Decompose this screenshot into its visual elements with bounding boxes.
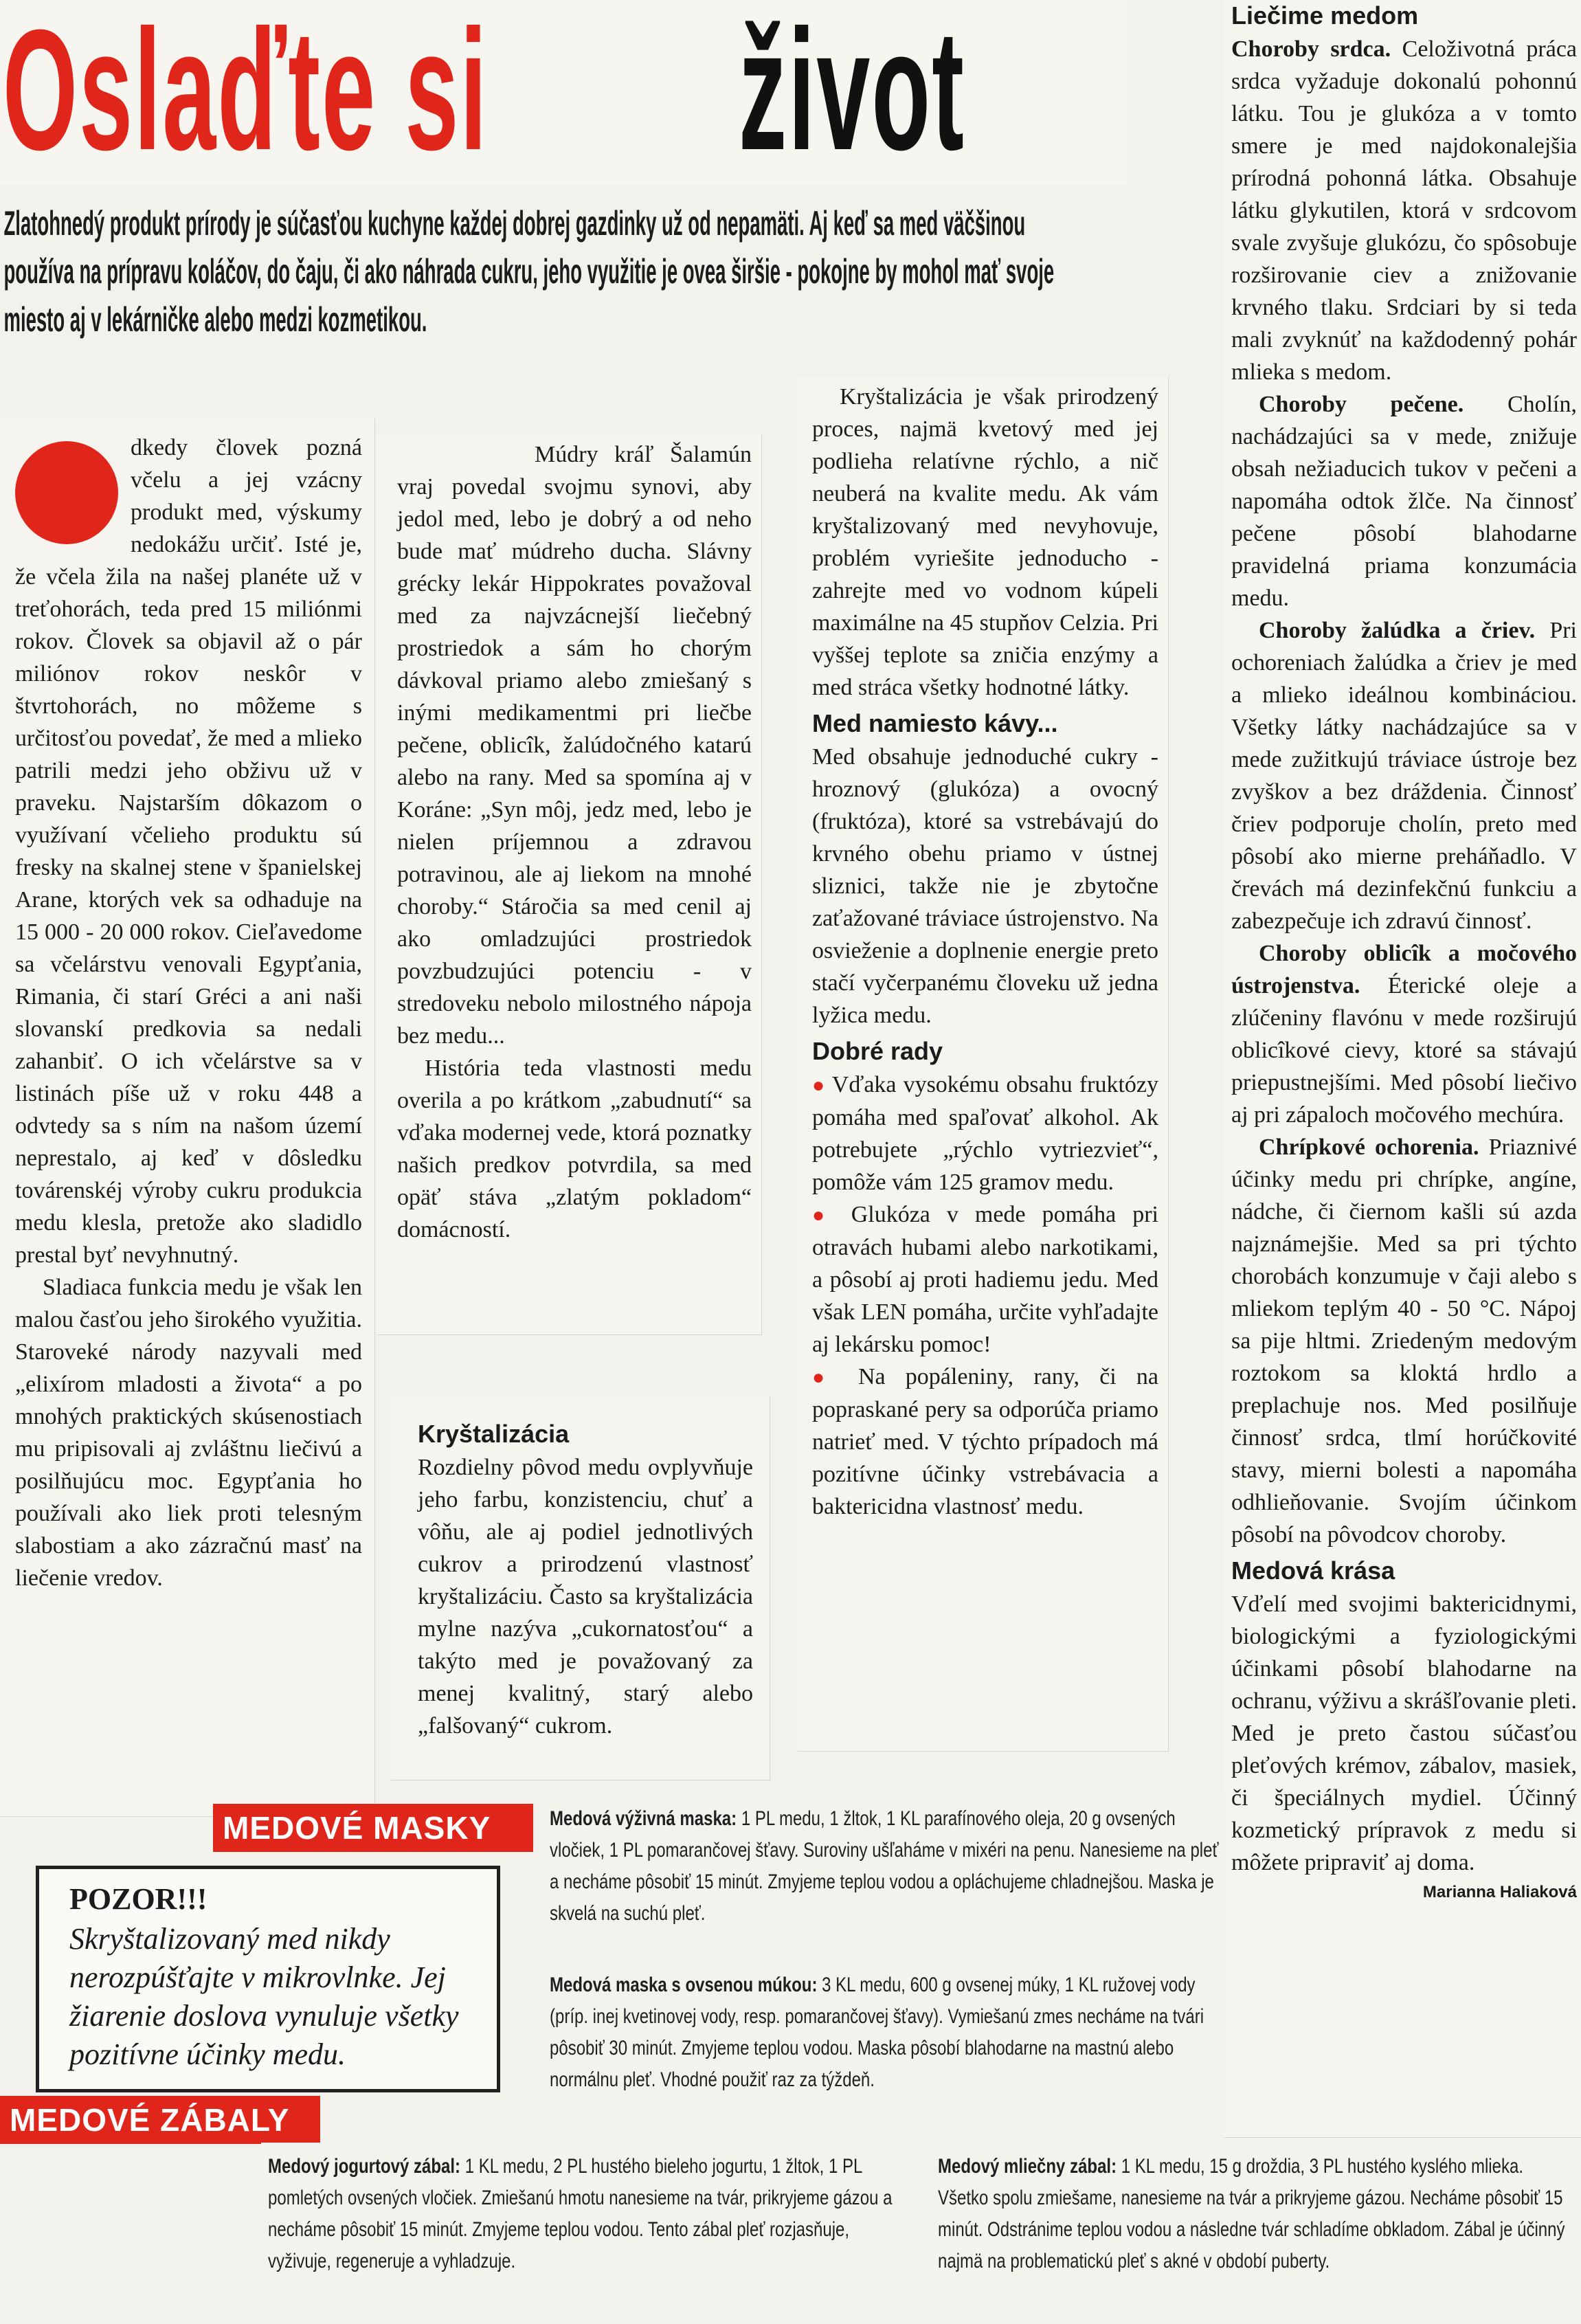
section-stomach: Choroby žalúdka a čriev. Pri ochoreniach žalúdka a čriev je med a mlieko ideálnou kombináciou. Všetky látky nachádzajúce sa v mede zužitkujú tráviace ústroje bez zvyškov a bez dráždenia. Činnosť čriev podporuje cholín, preto med pôsobí ako mierne preháňadlo. V črevách má dezinfekčnú funkciu a zabezpečuje ich zdravú činnosť. — [1231, 618, 1577, 934]
headline — [0, 0, 1127, 186]
section-kidneys: Choroby oblicîk a močového ústrojenstva. Éterické oleje a zlúčeniny flavónu v mede rozširujú oblicîkové cievy, ktoré sa stávajú priepustnejšími. Med pôsobí liečivo aj pri zápaloch močového mechúra. — [1231, 941, 1578, 1128]
bullet-icon: ● — [812, 1204, 851, 1227]
section-heart: Choroby srdca. Celoživotná práca srdca vyžaduje dokonalú pohonnú látku. Tou je glukóza a v tomto smere je med najdokonalejšia prírodná pohonná látka. Obsahuje látku glykutilen, ktorá v srdcovom svale zvyšuje glukózu, čo spôsobuje rozširovanie ciev a znižovanie krvného tlaku. Srdciari by si teda mali zvyknúť na každodenný pohár mlieka s medom. — [1231, 36, 1578, 385]
crystallization-heading: Kryštalizácia — [418, 1420, 570, 1448]
col3-paragraph-2: Med obsahuje jednoduché cukry - hroznový (glukóza) a ovocný (fruktóza), ktoré sa vstrebávajú do krvného obehu priamo v ústnej sliznici, takže nie je zbytočne zaťažované tráviace ústrojenstvo. Na osvieženie a doplnenie energie preto stačí vyčerpanému človeku už jedna lyžica medu. — [812, 744, 1158, 1028]
article-column-1 — [0, 418, 374, 1816]
article-column-2 — [377, 434, 761, 1334]
wraps-band: MEDOVÉ ZÁBALY — [0, 2096, 320, 2144]
mask-recipe-1: Medová výživná maska: 1 PL medu, 1 žltok, 1 KL parafínového oleja, 20 g ovsených vločiek, 1 PL pomarančovej šťavy. Suroviny ušľaháme v mixéri na penu. Nanesieme na pleť a necháme pôsobiť 15 minút. Zmyjeme teplou vodou a opláchujeme chladnejšou. Maska je skvelá na suchú pleť. — [543, 1794, 1226, 1965]
author-signature: Marianna Haliaková — [1422, 1883, 1577, 1901]
coffee-heading: Med namiesto kávy... — [812, 709, 1058, 737]
crystallization-box — [390, 1395, 770, 1780]
col2-paragraph-2: História teda vlastnosti medu overila a po krátkom „zabudnutí“ sa vďaka modernej vede, ktorá poznatky našich predkov potvrdila, sa med opäť stáva „zlatým pokladom“ domácností. — [397, 1055, 752, 1242]
section-flu: Chrípkové ochorenia. Priaznivé účinky medu pri chrípke, angíne, nádche, či čiernom kašli sú azda najznámejšie. Med sa pri týchto chorobách konzumuje v čaji alebo s mliekom teplým 40 - 50 °C. Nápoj sa pije hltmi. Zriedeným medovým roztokom sa kloktá hrdlo a preplachuje nos. Med posilňuje činnosť srdca, tlmí horúčkovité stavy, mierni bolesti a napomáha odhlieňovanie. Svojím účinkom pôsobí na pôvodcov choroby. — [1231, 1135, 1577, 1548]
masks-band: MEDOVÉ MASKY — [213, 1804, 533, 1852]
tip-item: ● Glukóza v mede pomáha pri otravách hubami alebo narkotikami, a pôsobí aj proti hadiemu jedu. Med však LEN pomáha, určite vyhľadajte aj lekársku pomoc! — [812, 1202, 1158, 1357]
wrap-recipe-2: Medový mliečny zábal: 1 KL medu, 15 g droždia, 3 PL hustého kyslého mlieka. Všetko spolu zmiešame, nanesieme na tvár a prikryjeme gázou. Necháme pôsobiť 15 minút. Odstránime teplou vodou a následne tvár schladíme obkladom. Zábal je účinný najmä na problematickú pleť s akné v období puberty. — [931, 2143, 1581, 2324]
drop-cap-o-icon — [15, 441, 118, 544]
mask-recipe-2: Medová maska s ovsenou múkou: 3 KL medu, 600 g ovsenej múky, 1 KL ružovej vody (príp. inej kvetinovej vody, resp. pomarančovej šťavy). Vymiešanú zmes necháme na tvári pôsobiť 30 minút. Zmyjeme teplou vodou. Maska pôsobí blahodarne na mastnú alebo normálnu pleť. Vhodné použiť raz za týždeň. — [543, 1967, 1226, 2132]
beauty-text: Vďelí med svojimi baktericidnymi, biologickými a fyziologickými účinkami pôsobí blahodarne na ochranu, výživu a skrášľovanie pleti. Med je preto častou súčasťou pleťových krémov, zábalov, masiek, či špeciálnych mydiel. Účinný kozmetický prípravok z medu si môžete pripraviť aj doma. — [1231, 1591, 1577, 1875]
col1-paragraph-2: Sladiaca funkcia medu je však len malou časťou jeho širokého využitia. Staroveké národy nazyvali med „elixírom mladosti a života“ a po mnohých praktických skúsenostiach mu pripisovali aj zvláštnu liečivú a posilňujúcu moc. Egypťania ho používali ako liek proti telesným slabostiam a ako zázračnú masť na liečenie vredov. — [15, 1275, 362, 1591]
warning-text: Skryštalizovaný med nikdy nerozpúšťajte v mikrovlnke. Jej žiarenie doslova vynuluje všetky pozitívne účinky medu. — [69, 1922, 459, 2071]
headline-black: život — [739, 0, 966, 186]
wrap-recipe-1: Medový jogurtový zábal: 1 KL medu, 2 PL hustého bieleho jogurtu, 1 žltok, 1 PL pomletých ovsených vločiek. Zmiešanú hmotu nanesieme na tvár, prikryjeme gázou a necháme pôsobiť 15 minút. Zmyjeme teplou vodou. Tento zábal pleť rozjasňuje, vyživuje, regeneruje a vyhladzuje. — [261, 2143, 921, 2324]
tip-item: ● Na popáleniny, rany, či na popraskané pery sa odporúča priamo natrieť med. V týchto prípadoch má pozitívne účinky vstrebávacia a baktericidna vlastnosť medu. — [812, 1364, 1158, 1519]
warning-title: POZOR!!! — [69, 1882, 208, 1916]
lead-text: Zlatohnedý produkt prírody je súčasťou kuchyne každej dobrej gazdinky už od nepamäti. Aj keď sa med väčšinou používa na prípravu koláčov, do čaju, či ako náhrada cukru, jeho využitie je ovea širšie - pokojne by mohol mať svoje miesto aj v lekárničke alebo medzi kozmetikou. — [3, 204, 1055, 339]
tip-item: ● Vďaka vysokému obsahu fruktózy pomáha med spaľovať alkohol. Ak potrebujete „rýchlo vytriezvieť“, pomôže vám 125 gramov medu. — [812, 1072, 1158, 1195]
healing-heading: Liečime medom — [1231, 1, 1419, 30]
bullet-icon: ● — [812, 1074, 832, 1097]
warning-box — [36, 1866, 500, 2092]
section-liver: Choroby pečene. Cholín, nachádzajúci sa v mede, znižuje obsah nežiaducich tukov v pečeni a napomáha odtok žlče. Na činnosť pečene pôsobí blahodarne pravidelná priama konzumácia medu. — [1231, 392, 1578, 611]
lead-paragraph — [0, 199, 1127, 405]
crystallization-text: Rozdielny pôvod medu ovplyvňuje jeho farbu, konzistenciu, chuť a vôňu, ale aj podiel jednotlivých cukrov a prirodzenú vlastnosť kryštalizáciu. Často sa kryštalizácia mylne nazýva „cukornatosťou“ a takýto med je považovaný za menej kvalitný, starý alebo „falšovaný“ cukrom. — [418, 1455, 753, 1739]
beauty-heading: Medová krása — [1231, 1556, 1395, 1585]
article-column-3 — [797, 377, 1168, 1751]
col2-paragraph-1: Múdry kráľ Šalamún vraj povedal svojmu synovi, aby jedol med, lebo je dobrý a od neho bude mať múdreho ducha. Slávny grécky lekár Hippokrates považoval med za najvzácnejší liečebný prostriedok a sám ho chorým dávkoval priamo alebo zmiešaný s inými medikamentmi pri liečbe pečene, oblicîk, žalúdočného katarú alebo na rany. Med sa spomína aj v Koráne: „Syn môj, jedz med, lebo je nielen príjemnou a zdravou potravinou, ale aj liekom na mnohé choroby.“ Stáročia sa med cenil aj ako omladzujúci prostriedok povzbudzujúci potenciu - v stredoveku nebolo milostného nápoja bez medu... — [397, 442, 752, 1049]
col1-paragraph-1: dkedy človek pozná včelu a jej vzácny produkt med, výskumy nedokážu určiť. Isté je, že včela žila na našej planéte už v treťohorách, teda pred 15 miliónmi rokov. Človek sa objavil až o pár miliónov rokov neskôr v štvrtohorách, no môžeme s určitosťou povedať, že med a mlieko patrili medzi jeho obživu už v praveku. Najstarším dôkazom o využívaní včelieho produktu sú fresky na skalnej stene v španielskej Arane, ktorých vek sa odhaduje na 15 000 - 20 000 rokov. Cieľavedome sa včelárstvu venovali Egypťania, Rimania, či starí Gréci a ani naši slovanskí predkovia sa nedali zahanbiť. O ich včelárstve sa v listinách píše už v roku 448 a odvtedy sa s ním na našom území neprestalo, aj keď v dôsledku továrenskéj výroby cukru produkcia medu klesla, pretože ako sladidlo prestal byť nevyhnutný. — [15, 435, 362, 1268]
bullet-icon: ● — [812, 1366, 858, 1389]
article-column-4 — [1223, 0, 1581, 2137]
col3-paragraph-1: Kryštalizácia je však prirodzený proces, najmä kvetový med jej podlieha relatívne rýchlo, a nič neuberá na kvalite medu. Ak vám kryštalizovaný med nevyhovuje, problém vyriešite jednoducho - zahrejte med vo vodnom kúpeli maximálne na 45 stupňov Celzia. Pri vyššej teplote sa zničia enzýmy a med stráca všetky hodnotné látky. — [812, 384, 1158, 700]
tips-heading: Dobré rady — [812, 1037, 943, 1065]
headline-red: Oslaďte si — [3, 0, 489, 186]
